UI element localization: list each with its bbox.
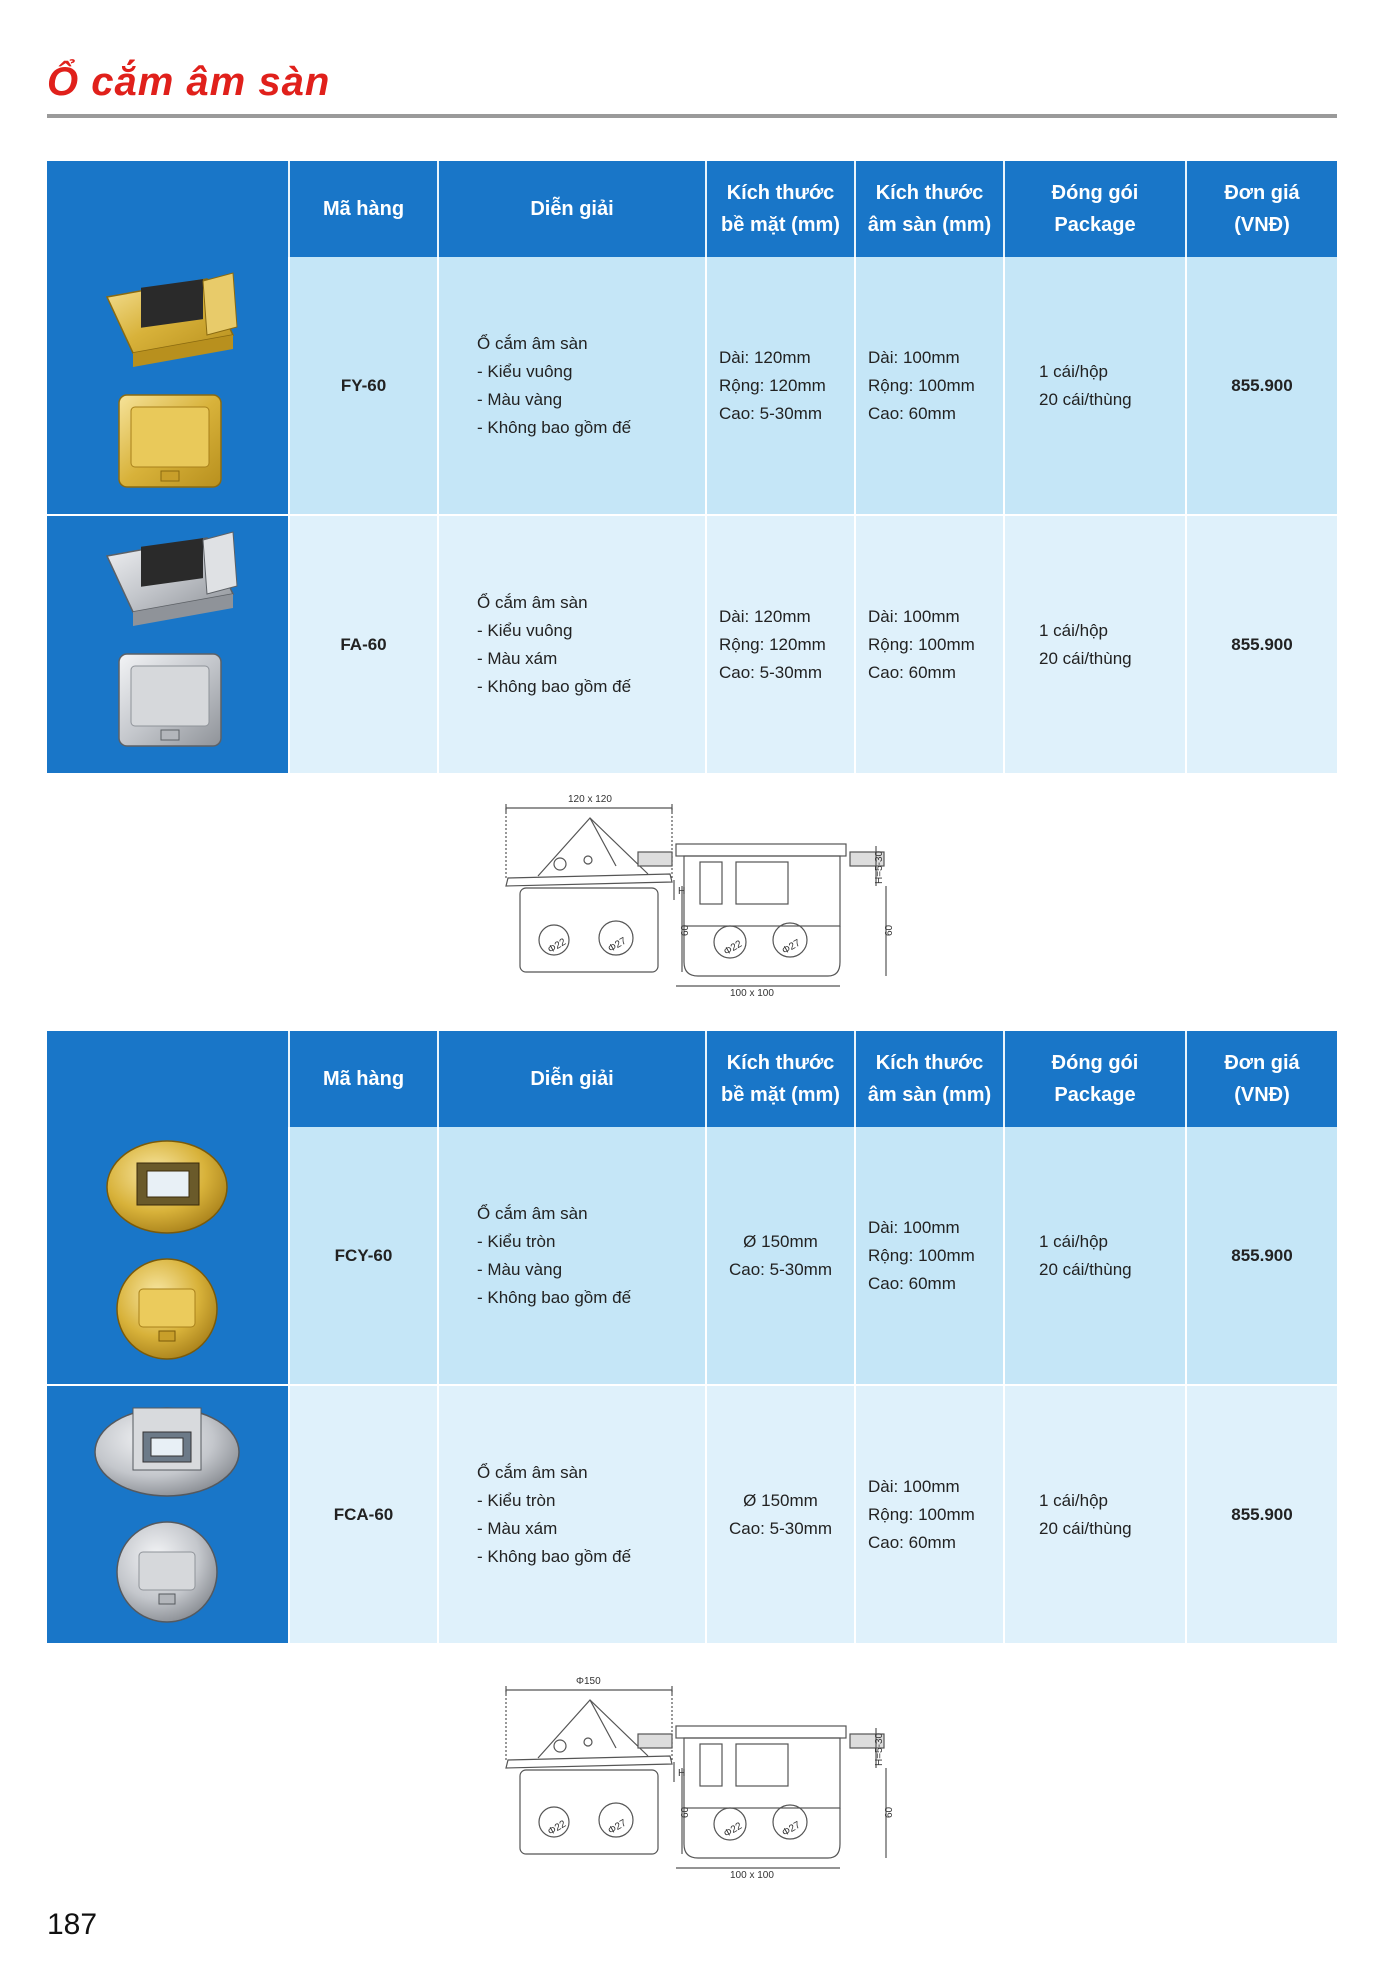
header-package: Đóng gói Package <box>1004 161 1186 257</box>
drawing-hole-large: Φ27 <box>780 937 803 957</box>
package-info: 1 cái/hộp 20 cái/thùng <box>1004 1127 1186 1385</box>
square-gold-socket-icon <box>47 257 289 514</box>
drawing-label-bottom: 100 x 100 <box>730 988 774 999</box>
surface-size: Dài: 120mm Rộng: 120mm Cao: 5-30mm <box>706 257 855 515</box>
product-image-cell <box>47 1127 289 1385</box>
drawing-label-depth-left: 60 <box>680 1806 691 1818</box>
header-image <box>47 161 289 257</box>
product-code: FCA-60 <box>289 1385 438 1644</box>
recessed-size: Dài: 100mm Rộng: 100mm Cao: 60mm <box>855 257 1004 515</box>
header-desc: Diễn giải <box>438 1031 706 1127</box>
unit-price: 855.900 <box>1186 257 1337 515</box>
unit-price: 855.900 <box>1186 1127 1337 1385</box>
recessed-size: Dài: 100mm Rộng: 100mm Cao: 60mm <box>855 1385 1004 1644</box>
drawing-hole-small: Φ22 <box>546 1818 569 1838</box>
round-gold-socket-icon <box>47 1127 289 1384</box>
title-divider <box>47 114 1337 118</box>
table-row <box>47 1385 1337 1644</box>
drawing-hole-small: Φ22 <box>722 938 745 958</box>
header-price: Đơn giá (VNĐ) <box>1186 1031 1337 1127</box>
header-package: Đóng gói Package <box>1004 1031 1186 1127</box>
square-grey-socket-icon <box>47 516 289 773</box>
product-image-cell <box>47 257 289 515</box>
header-desc: Diễn giải <box>438 161 706 257</box>
product-code: FA-60 <box>289 515 438 774</box>
drawing-label-top: 120 x 120 <box>568 794 612 805</box>
header-image <box>47 1031 289 1127</box>
recessed-size: Dài: 100mm Rộng: 100mm Cao: 60mm <box>855 515 1004 774</box>
product-description: Ổ cắm âm sàn - Kiểu vuông - Màu vàng - Không bao gồm đế <box>438 257 706 515</box>
product-code: FCY-60 <box>289 1127 438 1385</box>
drawing-label-h-range: H=5-30 <box>874 1732 885 1766</box>
surface-size: Ø 150mm Cao: 5-30mm <box>706 1385 855 1644</box>
drawing-hole-small: Φ22 <box>722 1820 745 1840</box>
product-code: FY-60 <box>289 257 438 515</box>
surface-size: Ø 150mm Cao: 5-30mm <box>706 1127 855 1385</box>
table-row <box>47 1127 1337 1385</box>
drawing-hole-large: Φ27 <box>606 1817 629 1837</box>
drawing-label-h: H <box>678 886 686 897</box>
product-description: Ổ cắm âm sàn - Kiểu tròn - Màu xám - Không bao gồm đế <box>438 1385 706 1644</box>
header-code: Mã hàng <box>289 161 438 257</box>
header-recessed-size: Kích thước âm sàn (mm) <box>855 161 1004 257</box>
drawing-hole-small: Φ22 <box>546 936 569 956</box>
product-table-square <box>47 161 1337 775</box>
drawing-label-depth-left: 60 <box>680 924 691 936</box>
unit-price: 855.900 <box>1186 515 1337 774</box>
drawing-label-h-range: H=5-30 <box>874 850 885 884</box>
drawing-label-depth-right: 60 <box>884 1806 895 1818</box>
table-row <box>47 515 1337 774</box>
product-image-cell <box>47 1385 289 1644</box>
table-row <box>47 257 1337 515</box>
drawing-label-top: Φ150 <box>576 1676 601 1687</box>
product-description: Ổ cắm âm sàn - Kiểu tròn - Màu vàng - Không bao gồm đế <box>438 1127 706 1385</box>
round-grey-socket-icon <box>47 1386 289 1643</box>
surface-size: Dài: 120mm Rộng: 120mm Cao: 5-30mm <box>706 515 855 774</box>
technical-drawing-round <box>498 1672 918 1882</box>
package-info: 1 cái/hộp 20 cái/thùng <box>1004 1385 1186 1644</box>
drawing-label-depth-right: 60 <box>884 924 895 936</box>
header-code: Mã hàng <box>289 1031 438 1127</box>
header-price: Đơn giá (VNĐ) <box>1186 161 1337 257</box>
drawing-label-bottom: 100 x 100 <box>730 1870 774 1881</box>
product-description: Ổ cắm âm sàn - Kiểu vuông - Màu xám - Không bao gồm đế <box>438 515 706 774</box>
header-surface-size: Kích thước bề mặt (mm) <box>706 1031 855 1127</box>
drawing-hole-large: Φ27 <box>606 935 629 955</box>
package-info: 1 cái/hộp 20 cái/thùng <box>1004 257 1186 515</box>
header-surface-size: Kích thước bề mặt (mm) <box>706 161 855 257</box>
product-table-round <box>47 1031 1337 1645</box>
technical-drawing-square <box>498 790 918 1000</box>
package-info: 1 cái/hộp 20 cái/thùng <box>1004 515 1186 774</box>
header-recessed-size: Kích thước âm sàn (mm) <box>855 1031 1004 1127</box>
drawing-label-h: H <box>678 1768 686 1779</box>
product-image-cell <box>47 515 289 774</box>
page-number: 187 <box>47 1908 98 1941</box>
page-title: Ổ cắm âm sàn <box>47 60 331 104</box>
recessed-size: Dài: 100mm Rộng: 100mm Cao: 60mm <box>855 1127 1004 1385</box>
unit-price: 855.900 <box>1186 1385 1337 1644</box>
drawing-hole-large: Φ27 <box>780 1819 803 1839</box>
